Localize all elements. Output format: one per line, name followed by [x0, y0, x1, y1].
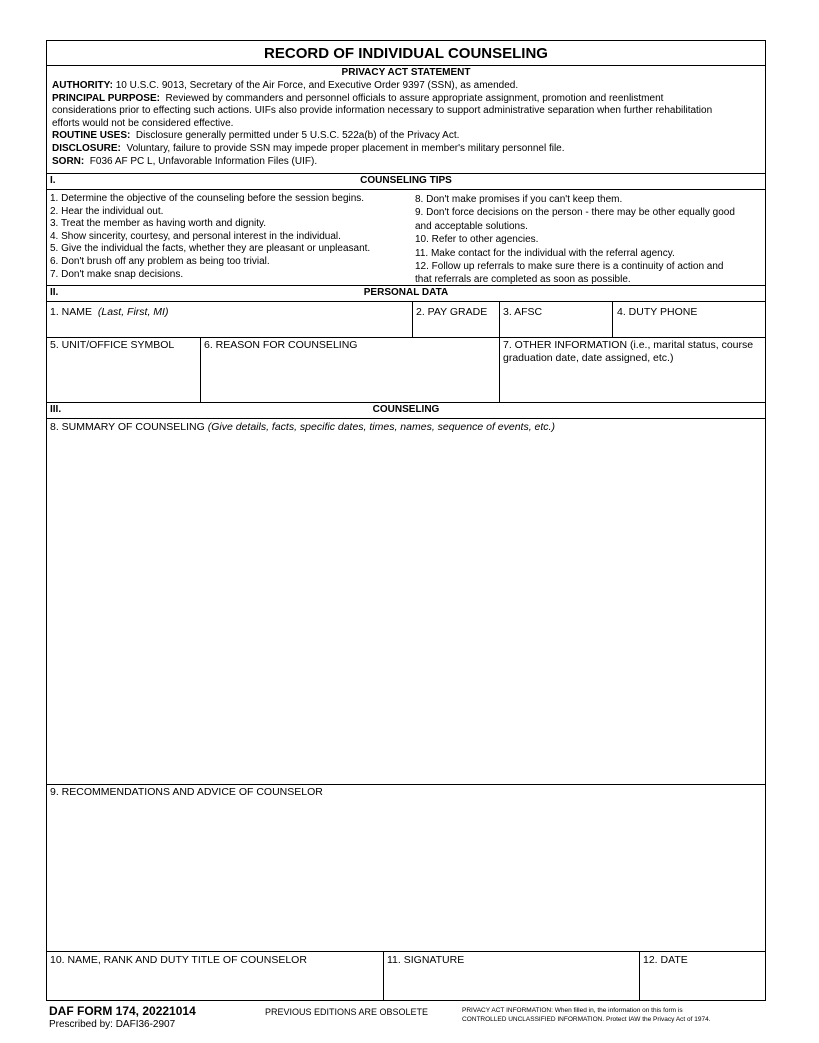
- name-hint: (Last, First, MI): [97, 306, 169, 318]
- section-1-number: I.: [50, 175, 56, 186]
- summary-field[interactable]: [50, 421, 555, 433]
- tip-item: 10. Refer to other agencies.: [415, 234, 539, 246]
- name-field[interactable]: [50, 306, 168, 318]
- purpose-text-2: considerations prior to effecting such actions. UIFs also provide information necessary to support administrative separation when further rehabilitation: [52, 105, 713, 117]
- authority-label: AUTHORITY:: [52, 80, 113, 91]
- tip-item: 2. Hear the individual out.: [50, 205, 164, 217]
- section-3-title: COUNSELING: [372, 404, 440, 415]
- afsc-field[interactable]: 3. AFSC: [503, 306, 543, 318]
- purpose-text-1: Reviewed by commanders and personnel officials to assure appropriate assignment, promotion and reenlistment: [165, 92, 664, 104]
- routine-text: Disclosure generally permitted under 5 U.S.C. 522a(b) of the Privacy Act.: [135, 130, 460, 142]
- tip-item: 6. Don't brush off any problem as being too trivial.: [50, 255, 270, 267]
- section-3-number: III.: [50, 404, 62, 415]
- other-info-label-1: 7. OTHER INFORMATION (i.e., marital status, course: [503, 339, 754, 351]
- prescribed-by: Prescribed by: DAFI36-2907: [49, 1019, 176, 1030]
- section-3-header: [47, 403, 765, 417]
- disclosure-label: DISCLOSURE:: [52, 142, 121, 154]
- form-title: RECORD OF INDIVIDUAL COUNSELING: [264, 45, 548, 62]
- section-1-header: [47, 174, 765, 188]
- tip-item: and acceptable solutions.: [415, 220, 528, 232]
- summary-hint: (Give details, facts, specific dates, times, names, sequence of events, etc.): [207, 421, 555, 433]
- tip-item: 12. Follow up referrals to make sure there is a continuity of action and: [415, 261, 724, 273]
- section-2-header: [47, 286, 765, 300]
- counselor-name-field[interactable]: 10. NAME, RANK AND DUTY TITLE OF COUNSELOR: [50, 954, 307, 966]
- sorn-label: SORN:: [52, 155, 85, 167]
- summary-label: 8. SUMMARY OF COUNSELING: [50, 421, 205, 433]
- unit-office-field[interactable]: 5. UNIT/OFFICE SYMBOL: [50, 339, 175, 351]
- tip-item: 4. Show sincerity, courtesy, and personal interest in the individual.: [50, 230, 341, 242]
- privacy-header: PRIVACY ACT STATEMENT: [341, 67, 471, 78]
- form-id: DAF FORM 174, 20221014: [49, 1004, 196, 1018]
- authority-text: 10 U.S.C. 9013, Secretary of the Air Force, and Executive Order 9397 (SSN), as amended.: [115, 80, 519, 91]
- tip-item: 11. Make contact for the individual with the referral agency.: [415, 247, 675, 259]
- other-info-field[interactable]: [503, 339, 753, 365]
- section-2-number: II.: [50, 287, 59, 298]
- tip-item: 5. Give the individual the facts, whether they are pleasant or unpleasant.: [50, 243, 371, 255]
- sorn-text: F036 AF PC L, Unfavorable Information Files (UIF).: [89, 155, 318, 167]
- tips-left-list: [50, 193, 410, 281]
- name-label: 1. NAME: [50, 306, 93, 318]
- pay-grade-field[interactable]: 2. PAY GRADE: [416, 306, 488, 318]
- signature-field[interactable]: 11. SIGNATURE: [387, 954, 465, 966]
- privacy-act-info: [462, 1006, 711, 1024]
- other-info-label-2: graduation date, date assigned, etc.): [503, 352, 674, 364]
- privacy-info-line-1: PRIVACY ACT INFORMATION: When filled in, the information on this form is: [462, 1007, 683, 1014]
- tip-item: 3. Treat the member as having worth and dignity.: [50, 218, 267, 230]
- privacy-statement: [52, 80, 762, 168]
- routine-label: ROUTINE USES:: [52, 130, 131, 142]
- tip-item: 9. Don't force decisions on the person - there may be other equally good: [415, 207, 735, 219]
- date-field[interactable]: 12. DATE: [643, 954, 688, 966]
- counseling-form: [46, 40, 766, 1001]
- reason-field[interactable]: 6. REASON FOR COUNSELING: [204, 339, 358, 351]
- purpose-text-3: efforts would not be considered effective.: [52, 117, 234, 129]
- section-2-title: PERSONAL DATA: [363, 287, 449, 298]
- tip-item: 8. Don't make promises if you can't keep them.: [415, 194, 623, 205]
- tip-item: 7. Don't make snap decisions.: [50, 268, 184, 280]
- tips-right-list: [415, 193, 765, 287]
- duty-phone-field[interactable]: 4. DUTY PHONE: [617, 306, 698, 318]
- disclosure-text: Voluntary, failure to provide SSN may impede proper placement in member's military personnel file.: [126, 142, 565, 154]
- section-1-title: COUNSELING TIPS: [360, 175, 452, 186]
- purpose-label: PRINCIPAL PURPOSE:: [52, 92, 160, 104]
- privacy-info-line-2: CONTROLLED UNCLASSIFIED INFORMATION. Protect IAW the Privacy Act of 1974.: [462, 1016, 711, 1023]
- recommendations-field[interactable]: 9. RECOMMENDATIONS AND ADVICE OF COUNSELOR: [50, 786, 323, 798]
- tip-item: 1. Determine the objective of the counseling before the session begins.: [50, 193, 365, 204]
- obsolete-notice: PREVIOUS EDITIONS ARE OBSOLETE: [265, 1007, 429, 1017]
- tip-item: that referrals are completed as soon as possible.: [415, 274, 631, 286]
